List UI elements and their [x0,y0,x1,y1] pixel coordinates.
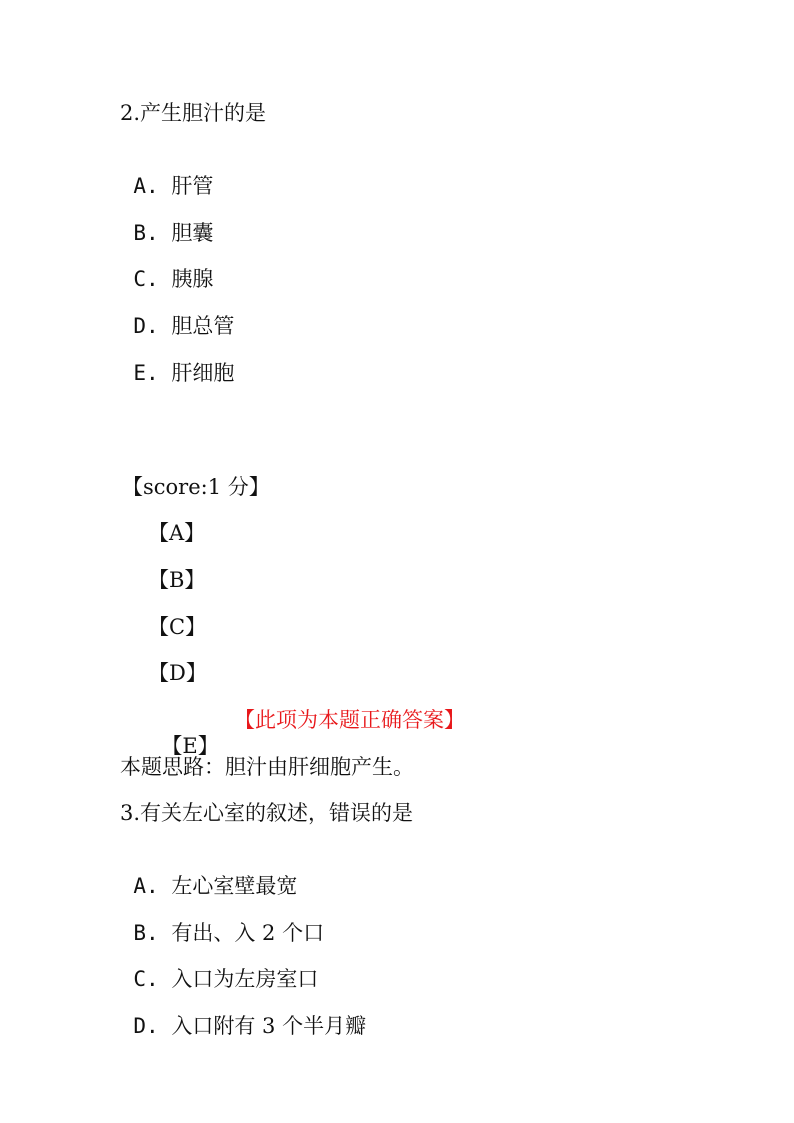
answer-d: 【D】 [148,661,207,685]
answer-c: 【C】 [148,615,207,639]
option-text: 左心室壁最宽 [171,874,298,898]
explanation: 本题思路：胆汁由肝细胞产生。 [120,755,414,779]
score-label: 【score:1 分】 [122,475,270,499]
option-text: 有出、入 2 个口 [171,921,325,945]
question-2-option-e [120,334,234,386]
option-text: 胆总管 [171,314,235,338]
question-2-option-a [120,147,213,199]
option-letter: C. [133,967,159,991]
option-letter: D. [133,314,159,338]
question-2-stem: 2.产生胆汁的是 [120,101,267,125]
option-text: 肝细胞 [171,361,235,385]
question-2-option-b [120,194,213,246]
answer-e: 【E】 [161,734,219,758]
correct-answer-marker: 【此项为本题正确答案】 [234,708,465,732]
option-letter: A. [133,174,159,198]
option-text: 入口附有 3 个半月瓣 [171,1014,367,1038]
option-letter: A. [133,874,159,898]
question-2-option-d [120,287,234,339]
question-3-option-c [120,940,318,992]
option-letter: B. [133,221,159,245]
question-3-option-b [120,894,324,946]
question-3-stem: 3.有关左心室的叙述，错误的是 [120,801,414,825]
option-text: 胆囊 [171,221,214,245]
option-text: 入口为左房室口 [171,967,319,991]
option-letter: C. [133,267,159,291]
option-text: 肝管 [171,174,214,198]
option-letter: E. [133,361,159,385]
option-letter: D. [133,1014,159,1038]
question-3-option-a [120,847,297,899]
option-letter: B. [133,921,159,945]
answer-b: 【B】 [148,568,206,592]
question-2-option-c [120,240,213,292]
answer-a: 【A】 [148,521,206,545]
question-3-option-d [120,987,366,1039]
option-text: 胰腺 [171,267,214,291]
